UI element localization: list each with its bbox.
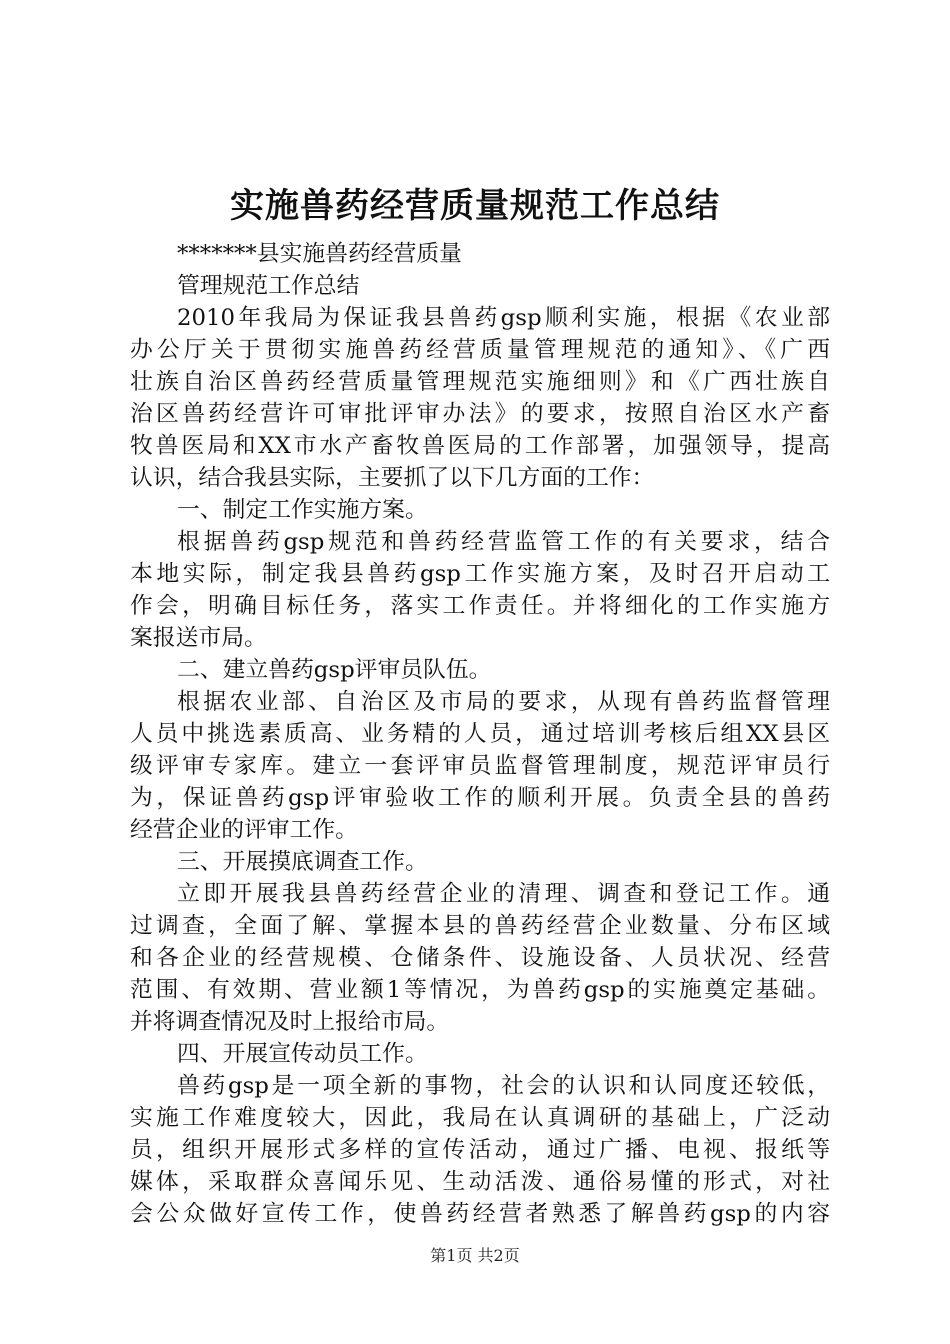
text-line: *******县实施兽药经营质量 <box>177 241 462 267</box>
text-line: 范围、有效期、营业额1等情况，为兽药gsp的实施奠定基础。 <box>130 977 830 1003</box>
document-body <box>130 238 830 1230</box>
page-title: 实施兽药经营质量规范工作总结 <box>230 186 720 226</box>
text-line: 根据兽药gsp规范和兽药经营监管工作的有关要求，结合 <box>177 529 830 555</box>
text-line: 为，保证兽药gsp评审验收工作的顺利开展。负责全县的兽药 <box>130 785 830 811</box>
page-footer: 第1页 共2页 <box>430 1246 520 1265</box>
text-line: 案报送市局。 <box>130 625 267 651</box>
text-line: 媒体，采取群众喜闻乐见、生动活泼、通俗易懂的形式，对社 <box>130 1169 830 1195</box>
text-line: 作会，明确目标任务，落实工作责任。并将细化的工作实施方 <box>130 593 830 619</box>
text-line: 一、制定工作实施方案。 <box>177 497 428 523</box>
text-line: 实施工作难度较大，因此，我局在认真调研的基础上，广泛动 <box>130 1105 830 1131</box>
text-line: 本地实际，制定我县兽药gsp工作实施方案，及时召开启动工 <box>130 561 830 587</box>
text-line: 过调查，全面了解、掌握本县的兽药经营企业数量、分布区域 <box>130 913 830 939</box>
text-line: 级评审专家库。建立一套评审员监督管理制度，规范评审员行 <box>130 753 830 779</box>
text-line: 牧兽医局和XX市水产畜牧兽医局的工作部署，加强领导，提高 <box>130 433 830 459</box>
text-line: 治区兽药经营许可审批评审办法》的要求，按照自治区水产畜 <box>130 401 830 427</box>
text-line: 和各企业的经营规模、仓储条件、设施设备、人员状况、经营 <box>130 945 830 971</box>
text-line: 经营企业的评审工作。 <box>130 817 358 843</box>
text-line: 2010年我局为保证我县兽药gsp顺利实施，根据《农业部 <box>177 305 830 331</box>
text-line: 壮族自治区兽药经营质量管理规范实施细则》和《广西壮族自 <box>130 369 830 395</box>
text-line: 立即开展我县兽药经营企业的清理、调查和登记工作。通 <box>177 881 830 907</box>
text-line: 人员中挑选素质高、业务精的人员，通过培训考核后组XX县区 <box>130 721 830 747</box>
text-line: 管理规范工作总结 <box>177 273 360 299</box>
text-line: 员，组织开展形式多样的宣传活动，通过广播、电视、报纸等 <box>130 1137 830 1163</box>
text-line: 兽药gsp是一项全新的事物，社会的认识和认同度还较低， <box>177 1073 830 1099</box>
text-line: 办公厅关于贯彻实施兽药经营质量管理规范的通知》、《广西 <box>130 337 830 363</box>
text-line: 认识，结合我县实际，主要抓了以下几方面的工作： <box>130 465 655 491</box>
text-line: 会公众做好宣传工作，使兽药经营者熟悉了解兽药gsp的内容 <box>130 1201 830 1227</box>
text-line: 二、建立兽药gsp评审员队伍。 <box>177 657 492 683</box>
text-line: 并将调查情况及时上报给市局。 <box>130 1009 450 1035</box>
text-line: 三、开展摸底调查工作。 <box>177 849 428 875</box>
text-line: 四、开展宣传动员工作。 <box>177 1041 428 1067</box>
text-line: 根据农业部、自治区及市局的要求，从现有兽药监督管理 <box>177 689 830 715</box>
